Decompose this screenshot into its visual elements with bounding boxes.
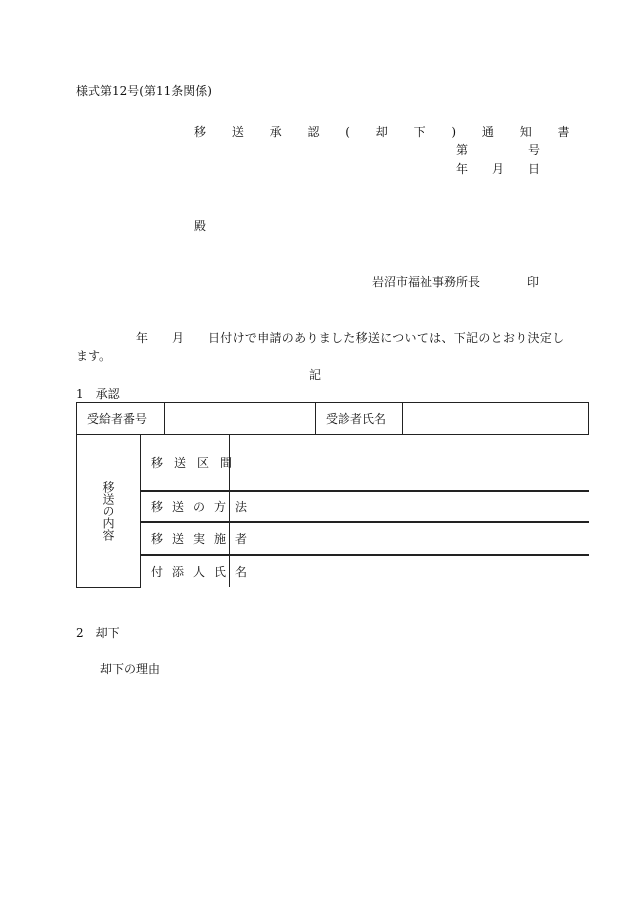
addressee-suffix: 殿	[194, 219, 207, 233]
transport-content-label-text: 移送の内容	[101, 480, 115, 541]
section-rejection-heading: 2 却下	[76, 626, 120, 640]
row-container	[141, 522, 589, 555]
notice-text-line2: ます。	[76, 349, 112, 363]
date-year: 年	[456, 162, 469, 176]
date-day: 日	[528, 162, 541, 176]
number-suffix: 号	[528, 143, 541, 157]
transport-content-group-label	[77, 435, 141, 588]
patient-name-value[interactable]	[403, 403, 589, 435]
notice-month: 月	[172, 331, 185, 345]
row-container	[141, 491, 589, 522]
seal-mark: 印	[527, 275, 540, 289]
recipient-number-label: 受給者番号	[77, 403, 165, 435]
row-container	[141, 555, 589, 588]
transport-provider-label: 移送実施者	[141, 522, 229, 554]
approval-table	[76, 402, 589, 588]
ki-heading: 記	[309, 368, 322, 382]
row-inner-table	[141, 435, 589, 491]
row-inner-table	[141, 491, 589, 522]
number-prefix: 第	[456, 143, 469, 157]
date-month: 月	[492, 162, 505, 176]
transport-method-value[interactable]	[229, 491, 589, 521]
row-container	[141, 435, 589, 491]
rejection-reason-label: 却下の理由	[100, 662, 161, 676]
attendant-name-value[interactable]	[229, 555, 589, 587]
attendant-name-label: 付添人氏名	[141, 555, 229, 587]
section-approval-heading: 1 承認	[76, 387, 120, 401]
transport-provider-value[interactable]	[229, 522, 589, 554]
recipient-number-value[interactable]	[165, 403, 316, 435]
transport-method-label: 移送の方法	[141, 491, 229, 521]
patient-name-label: 受診者氏名	[316, 403, 403, 435]
notice-text-line1: 日付けで申請のありました移送については、下記のとおり決定し	[208, 331, 565, 345]
form-number: 様式第12号(第11条関係)	[76, 84, 212, 98]
issuer-name: 岩沼市福祉事務所長	[372, 275, 481, 289]
row-inner-table	[141, 555, 589, 588]
row-inner-table	[141, 522, 589, 555]
notice-year: 年	[136, 331, 149, 345]
transport-section-value[interactable]	[229, 435, 589, 490]
transport-section-label-cell: 移送区間	[141, 435, 229, 490]
document-title: 移 送 承 認 ( 却 下 ) 通 知 書	[194, 125, 581, 139]
